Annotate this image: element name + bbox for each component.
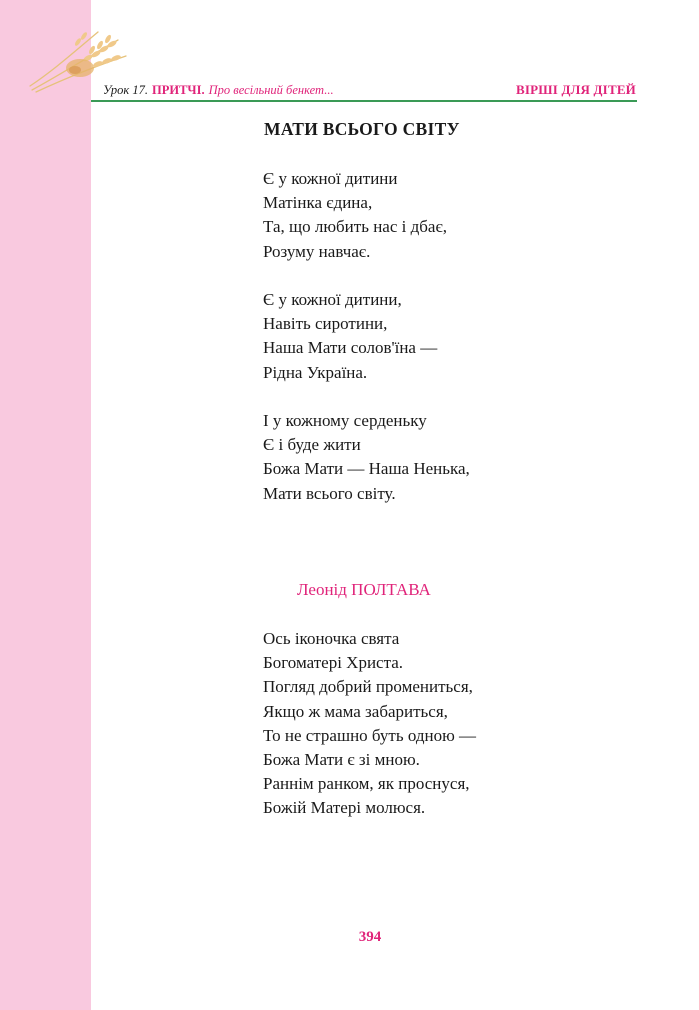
poem-line: Мати всього світу. [263, 483, 396, 503]
page-header [103, 80, 636, 100]
lesson-label: Урок 17. [103, 83, 149, 97]
poem-stanza-3 [263, 409, 470, 506]
topic-label: ПРИТЧІ. [152, 83, 205, 97]
poem-title: МАТИ ВСЬОГО СВІТУ [264, 119, 460, 139]
poem-line: Наша Мати солов'їна — [263, 338, 438, 358]
poem-line: І у кожному серденьку [263, 411, 427, 430]
poem-line: Погляд добрий промениться, [263, 677, 473, 697]
poem-2-body [263, 627, 476, 821]
poem-line: Раннім ранком, як проснуся, [263, 774, 470, 794]
poem-stanza-1 [263, 167, 447, 264]
poem-line: Є у кожної дитини [263, 169, 398, 188]
side-strip [0, 0, 91, 1010]
poem-author: Леонід ПОЛТАВА [297, 580, 431, 599]
header-divider [91, 100, 637, 102]
poem-line: Рідна Україна. [263, 362, 368, 382]
poem-line: Якщо ж мама забариться, [263, 701, 448, 721]
lesson-subtitle: Про весільний бенкет... [208, 83, 334, 97]
poem-line: Божа Мати є зі мною. [263, 750, 420, 770]
section-title: ВІРШІ ДЛЯ ДІТЕЙ [516, 82, 636, 97]
poem-line: Ось іконочка свята [263, 629, 400, 648]
poem-line: Матінка єдина, [263, 193, 373, 213]
poem-line: То не страшно буть одною — [263, 725, 477, 745]
poem-line: Богоматері Христа. [263, 653, 404, 673]
poem-stanza-2 [263, 288, 437, 385]
poem-line: Та, що любить нас і дбає, [263, 217, 448, 237]
poem-line: Є і буде жити [263, 435, 361, 455]
poem-line: Божій Матері молюся. [263, 798, 426, 818]
poem-line: Навіть сиротини, [263, 314, 388, 334]
poem-line: Божа Мати — Наша Ненька, [263, 459, 470, 479]
page-number: 394 [358, 929, 382, 945]
poem-line: Розуму навчає. [263, 241, 371, 261]
poem-line: Є у кожної дитини, [263, 290, 402, 309]
